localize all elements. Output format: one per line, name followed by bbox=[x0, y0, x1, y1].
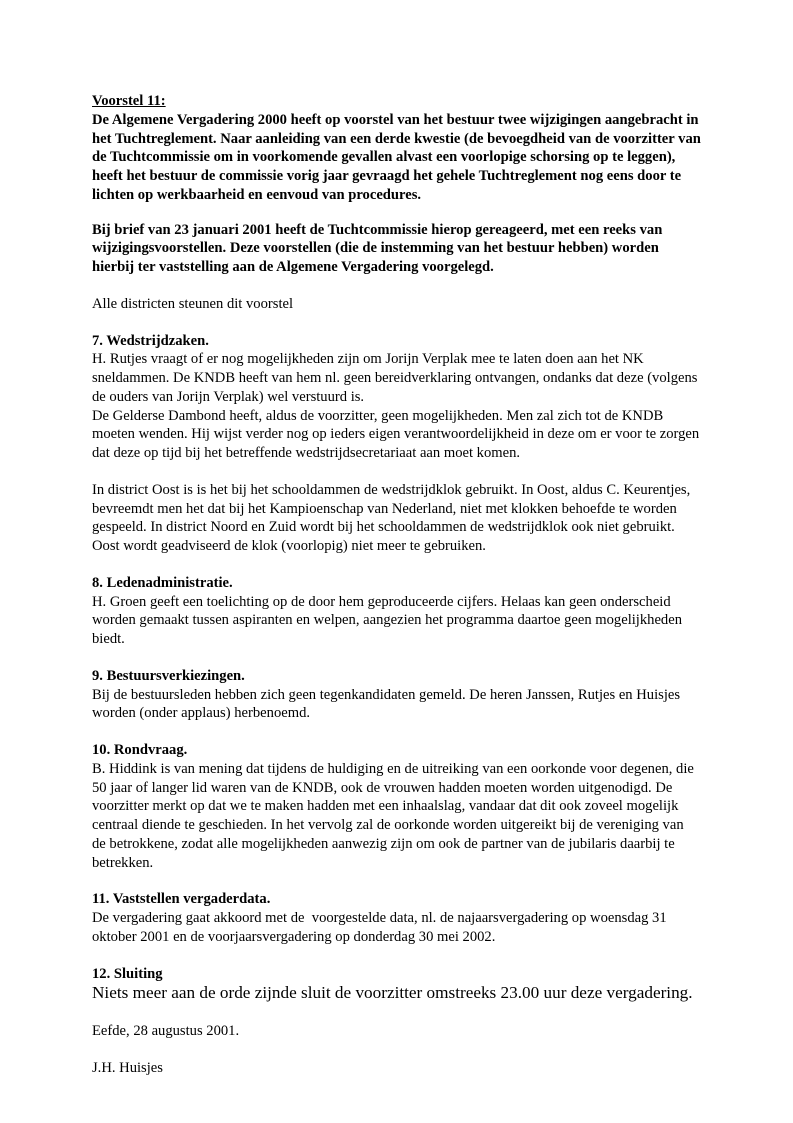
spacer bbox=[92, 463, 701, 481]
proposal-body-paragraph-2: Bij brief van 23 januari 2001 heeft de Tuchtcommissie hierop gereageerd, met een reeks van wijzigingsvoorstellen. Deze voorstellen (die de instemming van het bestuur hebben) worden hierbij ter vaststelling aan de Algemene Vergadering voorgelegd. bbox=[92, 221, 666, 275]
section-heading-rondvraag: 10. Rondvraag. bbox=[92, 742, 188, 758]
section-paragraph-wedstrijdzaken-2: De Gelderse Dambond heeft, aldus de voorzitter, geen mogelijkheden. Men zal zich tot de KNDB moeten wenden. Hij wijst verder nog op ieders eigen verantwoordelijkheid in deze om er voor te zorgen dat deze op tijd bij het betreffende wedstrijdsecretariaat aan moet komen. bbox=[92, 407, 703, 461]
proposal-title: Voorstel 11: bbox=[92, 93, 166, 109]
section-paragraph-bestuursverkiezingen-1: Bij de bestuursleden hebben zich geen tegenkandidaten gemeld. De heren Janssen, Rutjes en Huisjes worden (onder applaus) herbenoemd. bbox=[92, 686, 684, 722]
spacer bbox=[92, 649, 701, 667]
signature-name: J.H. Huisjes bbox=[92, 1059, 163, 1076]
section-paragraph-wedstrijdzaken-3: In district Oost is is het bij het schooldammen de wedstrijdklok gebruikt. In Oost, aldus C. Keurentjes, bevreemdt men het dat bij het Kampioenschap van Nederland, niet met klokken behoefde te worden gespeeld. In district Noord en Zuid wordt bij het schooldammen de wedstrijdklok ook niet gebruikt. Oost wordt geadviseerd de klok (voorlopig) niet meer te gebruiken. bbox=[92, 481, 694, 554]
section-closing-line: Niets meer aan de orde zijnde sluit de voorzitter omstreeks 23.00 uur deze vergadering. bbox=[92, 983, 693, 1003]
proposal-support-note: Alle districten steunen dit voorstel bbox=[92, 295, 294, 312]
section-heading-sluiting: 12. Sluiting bbox=[92, 965, 163, 982]
spacer bbox=[92, 1041, 701, 1059]
section-heading-vergaderdata: 11. Vaststellen vergaderdata. bbox=[92, 891, 271, 908]
section-heading-ledenadministratie: 8. Ledenadministratie. bbox=[92, 574, 233, 591]
section-heading-bestuursverkiezingen: 9. Bestuursverkiezingen. bbox=[92, 667, 245, 684]
spacer bbox=[92, 277, 701, 295]
section-paragraph-wedstrijdzaken-1: H. Rutjes vraagt of er nog mogelijkheden zijn om Jorijn Verplak mee te laten doen aan het NK sneldammen. De KNDB heeft van hem nl. geen bereidverklaring ontvangen, ondanks dat deze (volgens de ouders van Jorijn Verplak) wel verstuurd is. bbox=[92, 351, 702, 405]
spacer bbox=[92, 205, 701, 221]
section-paragraph-ledenadministratie-1: H. Groen geeft een toelichting op de door hem geproduceerde cijfers. Helaas kan geen onderscheid worden gemaakt tussen aspiranten en welpen, aangezien het programma daartoe geen mogelijkheden biedt. bbox=[92, 593, 686, 647]
proposal-body-paragraph-1: De Algemene Vergadering 2000 heeft op voorstel van het bestuur twee wijzigingen aangebracht in het Tuchtreglement. Naar aanleiding van een derde kwestie (de bevoegdheid van de voorzitter van de Tuchtcommissie om in voorkomende gevallen alvast een voorlopige schorsing op te leggen), heeft het bestuur de commissie vorig jaar gevraagd het gehele Tuchtreglement nog eens door te lichten op werkbaarheid en eenvoud van procedures. bbox=[92, 111, 705, 203]
section-paragraph-rondvraag-1: B. Hiddink is van mening dat tijdens de huldiging en de uitreiking van een oorkonde voor degenen, die 50 jaar of langer lid waren van de KNDB, ook de vrouwen hadden moeten worden uitgenodigd. De voorzitter merkt op dat we te maken hadden met een inhaalslag, vandaar dat dit ook zoveel mogelijk centraal diende te geschieden. In het vervolg zal de oorkonde worden uitgereikt bij de vereniging van de betrokkene, zodat alle mogelijkheden aanwezig zijn om ook de partner van de jubilaris daarbij te betrekken. bbox=[92, 760, 698, 871]
section-paragraph-vergaderdata-1: De vergadering gaat akkoord met de voorgestelde data, nl. de najaarsvergadering op woensdag 31 oktober 2001 en de voorjaarsvergadering op donderdag 30 mei 2002. bbox=[92, 910, 671, 945]
section-heading-wedstrijdzaken: 7. Wedstrijdzaken. bbox=[92, 332, 209, 349]
spacer bbox=[92, 556, 701, 574]
spacer bbox=[92, 314, 701, 332]
spacer bbox=[92, 872, 701, 890]
spacer bbox=[92, 1004, 701, 1022]
spacer bbox=[92, 723, 701, 741]
signature-place-date: Eefde, 28 augustus 2001. bbox=[92, 1022, 240, 1039]
document-content bbox=[92, 92, 705, 1077]
spacer bbox=[92, 947, 701, 965]
